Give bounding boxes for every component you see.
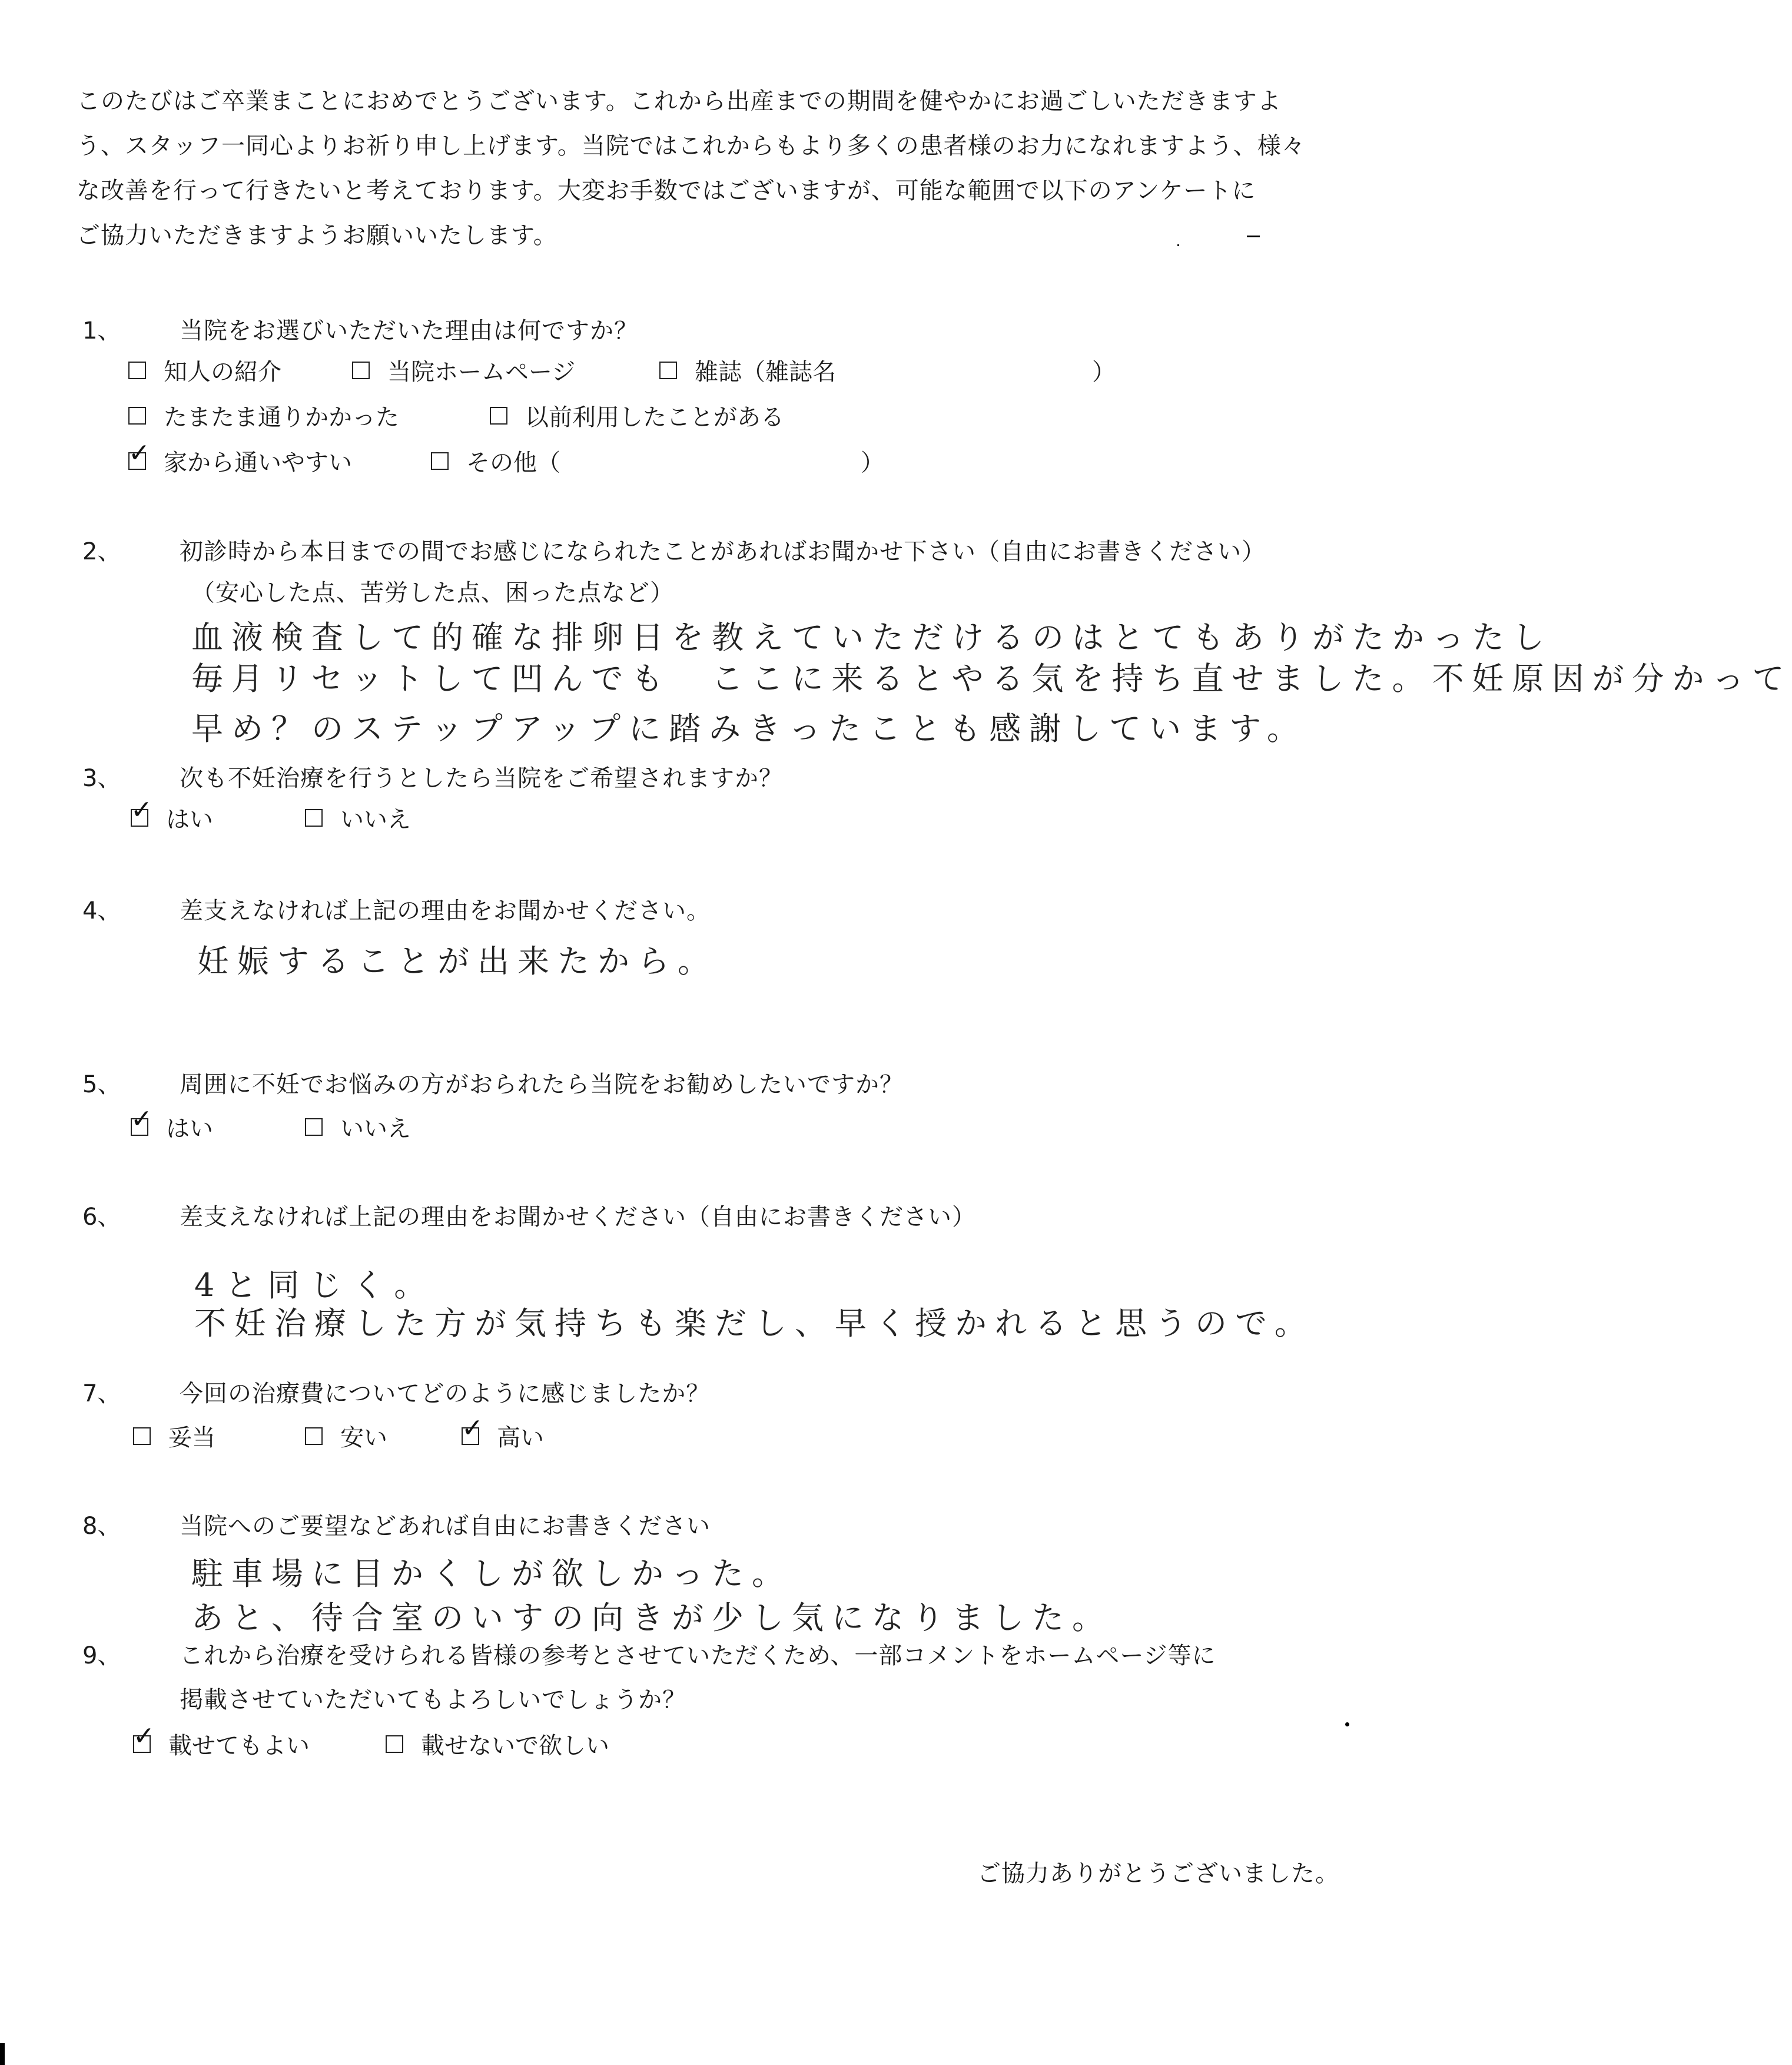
q4-answer: 妊娠することが出来たから。 (197, 943, 718, 980)
intro-line-3: な改善を行って行きたいと考えております。大変お手数ではございますが、可能な範囲で以下のアンケートに (77, 177, 1256, 204)
checkbox-checked[interactable] (131, 794, 152, 827)
q8-answer-line-1: 駐車場に目かくしが欲しかった。 (191, 1555, 792, 1592)
q1-option-homepage[interactable] (352, 353, 575, 387)
checkmark-icon: ✓ (462, 1413, 483, 1443)
q2-number: 2、 (82, 538, 121, 565)
option-label: 載せないで欲しい (421, 1732, 609, 1759)
scan-edge-mark (0, 2043, 5, 2065)
checkmark-icon: ✓ (131, 1103, 152, 1134)
q5-number: 5、 (82, 1071, 121, 1098)
checkbox[interactable] (386, 1735, 403, 1753)
q8-number: 8、 (82, 1513, 121, 1540)
option-label: 高い (497, 1424, 544, 1451)
q6-question: 差支えなければ上記の理由をお聞かせください（自由にお書きください） (180, 1204, 976, 1231)
option-label: 安い (340, 1424, 387, 1451)
checkbox[interactable] (490, 407, 507, 425)
option-label: 載せてもよい (168, 1732, 310, 1759)
checkbox[interactable] (133, 1427, 151, 1445)
q4-number: 4、 (82, 897, 121, 924)
q9-option-allow[interactable] (133, 1721, 310, 1761)
q6-answer-line-1: 4と同じく。 (194, 1267, 437, 1304)
checkbox[interactable] (352, 362, 370, 379)
q7-option-fair[interactable] (133, 1419, 215, 1453)
checkbox[interactable] (305, 1118, 323, 1136)
closing-message: ご協力ありがとうございました。 (977, 1860, 1339, 1887)
q5-option-no[interactable] (305, 1110, 411, 1143)
q2-answer-line-1: 血液検査して的確な排卵日を教えていただけるのはとてもありがたかったし (191, 619, 1552, 656)
option-label: 知人の紹介 (164, 359, 281, 386)
scan-mark (1247, 236, 1260, 237)
option-label: はい (166, 1115, 213, 1142)
checkmark-icon: ✓ (131, 794, 152, 825)
option-label: いいえ (340, 806, 411, 833)
q7-option-cheap[interactable] (305, 1419, 387, 1453)
checkbox[interactable] (305, 1427, 323, 1445)
intro-line-2: う、スタッフ一同心よりお祈り申し上げます。当院ではこれからもより多くの患者様のお力になれますよう、様々 (77, 132, 1306, 160)
q1-question: 当院をお選びいただいた理由は何ですか？ (180, 317, 638, 344)
q1-option-passing-by[interactable] (128, 399, 399, 432)
q9-question-line-1: これから治療を受けられる皆様の参考とさせていただくため、一部コメントをホームページ等に (180, 1642, 1216, 1669)
q8-answer-line-2: あと、待合室のいすの向きが少し気になりました。 (191, 1599, 1112, 1636)
q2-answer-line-3: 早め？のステップアップに踏みきったことも感謝しています。 (191, 710, 1307, 747)
q9-option-disallow[interactable] (386, 1727, 609, 1761)
checkmark-icon: ✓ (128, 437, 150, 468)
checkbox-checked[interactable] (133, 1721, 155, 1753)
q1-option-close-to-home[interactable] (128, 437, 352, 478)
scan-dot (1177, 244, 1179, 246)
checkbox[interactable] (128, 407, 146, 425)
q6-number: 6、 (82, 1204, 121, 1231)
q4-question: 差支えなければ上記の理由をお聞かせください。 (180, 897, 711, 924)
option-label: 当院ホームページ (387, 359, 576, 386)
checkbox-checked[interactable] (462, 1413, 483, 1445)
q2-subtext: （安心した点、苦労した点、困った点など） (191, 579, 674, 606)
q5-question: 周囲に不妊でお悩みの方がおられたら当院をお勧めしたいですか？ (180, 1071, 904, 1098)
q1-option-referral[interactable] (128, 353, 281, 387)
scan-dot (1345, 1722, 1349, 1726)
q7-question: 今回の治療費についてどのように感じましたか？ (180, 1380, 711, 1407)
intro-line-4: ご協力いただきますようお願いいたします。 (77, 222, 557, 249)
q6-answer-line-2: 不妊治療した方が気持ちも楽だし、早く授かれると思うので。 (194, 1305, 1315, 1342)
option-label: 以前利用したことがある (525, 404, 784, 431)
q2-answer-line-2: 毎月リセットして凹んでも ここに来るとやる気を持ち直せました。不妊原因が分かって (191, 660, 1792, 697)
q8-question: 当院へのご要望などあれば自由にお書きください (180, 1513, 711, 1540)
q1-option-used-before[interactable] (490, 399, 784, 432)
q7-option-expensive[interactable] (462, 1413, 544, 1453)
q1-magazine-close-paren: ） (1092, 359, 1116, 386)
q3-number: 3、 (82, 765, 121, 792)
q7-number: 7、 (82, 1380, 121, 1407)
option-label: その他（ (466, 449, 560, 476)
option-label: 家から通いやすい (164, 449, 352, 476)
option-label: 妥当 (168, 1424, 215, 1451)
q1-other-close-paren: ） (861, 449, 884, 476)
q1-number: 1、 (82, 317, 121, 344)
q3-option-no[interactable] (305, 801, 411, 834)
checkbox[interactable] (128, 362, 146, 379)
q1-option-other[interactable] (431, 444, 560, 478)
q2-question: 初診時から本日までの間でお感じになられたことがあればお聞かせ下さい（自由にお書きください） (180, 538, 1266, 565)
option-label: たまたま通りかかった (164, 404, 399, 431)
option-label: 雑誌（雑誌名 (695, 359, 836, 386)
q1-option-magazine[interactable] (659, 353, 836, 387)
q9-number: 9、 (82, 1642, 121, 1669)
checkmark-icon: ✓ (133, 1721, 155, 1751)
checkbox-checked[interactable] (131, 1103, 152, 1136)
checkbox[interactable] (305, 809, 323, 827)
q3-option-yes[interactable] (131, 794, 213, 834)
q5-option-yes[interactable] (131, 1103, 213, 1143)
checkbox[interactable] (659, 362, 677, 379)
q3-question: 次も不妊治療を行うとしたら当院をご希望されますか？ (180, 765, 783, 792)
q9-question-line-2: 掲載させていただいてもよろしいでしょうか？ (180, 1686, 686, 1713)
checkbox-checked[interactable] (128, 437, 150, 470)
intro-line-1: このたびはご卒業まことにおめでとうございます。これから出産までの期間を健やかにお過ごしいただきますよ (77, 88, 1282, 115)
option-label: はい (166, 806, 213, 833)
option-label: いいえ (340, 1115, 411, 1142)
checkbox[interactable] (431, 452, 449, 470)
